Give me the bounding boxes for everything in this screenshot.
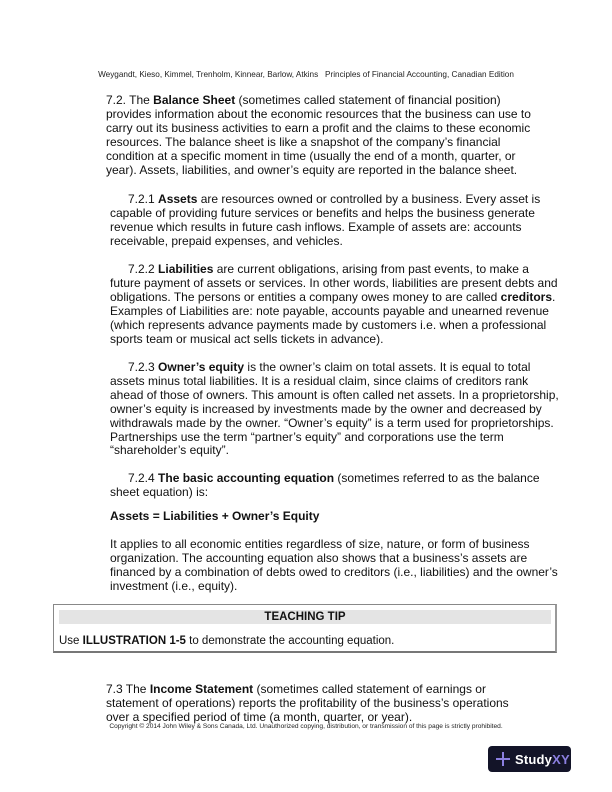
section-number: 7.2.2 — [128, 262, 159, 276]
section-7-2-3-owners-equity — [110, 361, 560, 458]
section-text: are resources owned or controlled by a business. Every asset is capable of providing future services or benefits and helps the business generate revenue which results in future cash inflows. Example of assets are: accounts receivable, prepaid expenses, and vehicles. — [110, 192, 541, 248]
section-text: . Examples of Liabilities are: note payable, accounts payable and unearned revenue (which represents advance payments made by customers i.e. when a professional sports team or musical act sells tickets in advance). — [110, 289, 556, 346]
term-liabilities: Liabilities — [158, 262, 214, 276]
equation-text: Assets = Liabilities + Owner’s Equity — [110, 509, 320, 523]
plus-icon — [496, 752, 510, 766]
section-7-3-income-statement — [106, 683, 526, 725]
teaching-tip-box — [53, 604, 557, 653]
section-7-2-1-assets — [110, 193, 556, 249]
section-text: is the owner’s claim on total assets. It is equal to total assets minus total liabilities. It is a residual claim, since claims of creditors rank ahead of those of owners. This amount is often called net assets. In a proprietorship, owner’s equity is increased by investments made by the owner and decreased by withdrawals made by the owner. “Owner’s equity” is a term used for proprietorships. Partnerships use the term “partner’s equity” and corporations use the term “shareholder’s equity”. — [110, 360, 559, 458]
term-accounting-equation: The basic accounting equation — [158, 471, 335, 485]
term-owners-equity: Owner’s equity — [158, 360, 245, 374]
section-7-2-balance-sheet — [106, 94, 536, 177]
badge-label-accent: XY — [552, 751, 570, 767]
accounting-equation — [110, 510, 560, 524]
section-number: 7.2. The — [106, 93, 154, 107]
section-text: (sometimes called statement of earnings or statement of operations) reports the profitability of the business’s operations over a specified period of time (a month, quarter, or year). — [106, 682, 509, 724]
term-assets: Assets — [158, 192, 198, 206]
header-book-title: Principles of Financial Accounting, Canadian Edition — [325, 70, 514, 79]
studyxy-badge[interactable] — [488, 746, 571, 772]
running-header — [0, 70, 612, 79]
section-7-2-2-liabilities — [110, 263, 560, 346]
section-number: 7.2.3 — [128, 360, 159, 374]
section-text: (sometimes called statement of financial position) provides information about the economic resources that the business can use to carry out its business activities to earn a profit and the claims to these economic resources. The balance sheet is like a snapshot of the company’s financial condition at a specific moment in time (usually the end of a month, quarter, or year). Assets, liabilities, and owner’s equity are reported in the balance sheet. — [106, 93, 531, 177]
header-authors: Weygandt, Kieso, Kimmel, Trenholm, Kinnear, Barlow, Atkins — [98, 70, 319, 79]
term-income-statement: Income Statement — [149, 682, 254, 696]
term-creditors: creditors — [500, 289, 553, 304]
section-text: (sometimes referred to as the balance sheet equation) is: — [110, 471, 540, 499]
tip-suffix: to demonstrate the accounting equation. — [185, 635, 395, 647]
section-text: are current obligations, arising from past events, to make a future payment of assets or services. In other words, liabilities are present debts and obligations. The persons or entities a company owes money to are called — [110, 262, 558, 304]
teaching-tip-body — [59, 635, 394, 647]
equation-explanation: It applies to all economic entities regardless of size, nature, or form of business organization. The accounting equation also shows that a business’s assets are financed by a combination of debts owed to creditors (i.e., liabilities) and the owner’s investment (i.e., equity). — [110, 537, 558, 593]
illustration-reference: ILLUSTRATION 1-5 — [82, 635, 186, 647]
badge-label — [515, 752, 570, 767]
section-number: 7.3 The — [106, 682, 150, 696]
tip-prefix: Use — [59, 635, 83, 647]
section-number: 7.2.1 — [128, 192, 159, 206]
section-7-2-4-accounting-equation — [110, 472, 560, 500]
badge-label-main: Study — [515, 751, 553, 767]
term-balance-sheet: Balance Sheet — [153, 93, 236, 107]
section-number: 7.2.4 — [128, 471, 159, 485]
copyright-footer: Copyright © 2014 John Wiley & Sons Canada, Ltd. Unauthorized copying, distribution, or transmission of this page is strictly prohibited. — [109, 723, 503, 730]
teaching-tip-title: TEACHING TIP — [59, 610, 551, 624]
